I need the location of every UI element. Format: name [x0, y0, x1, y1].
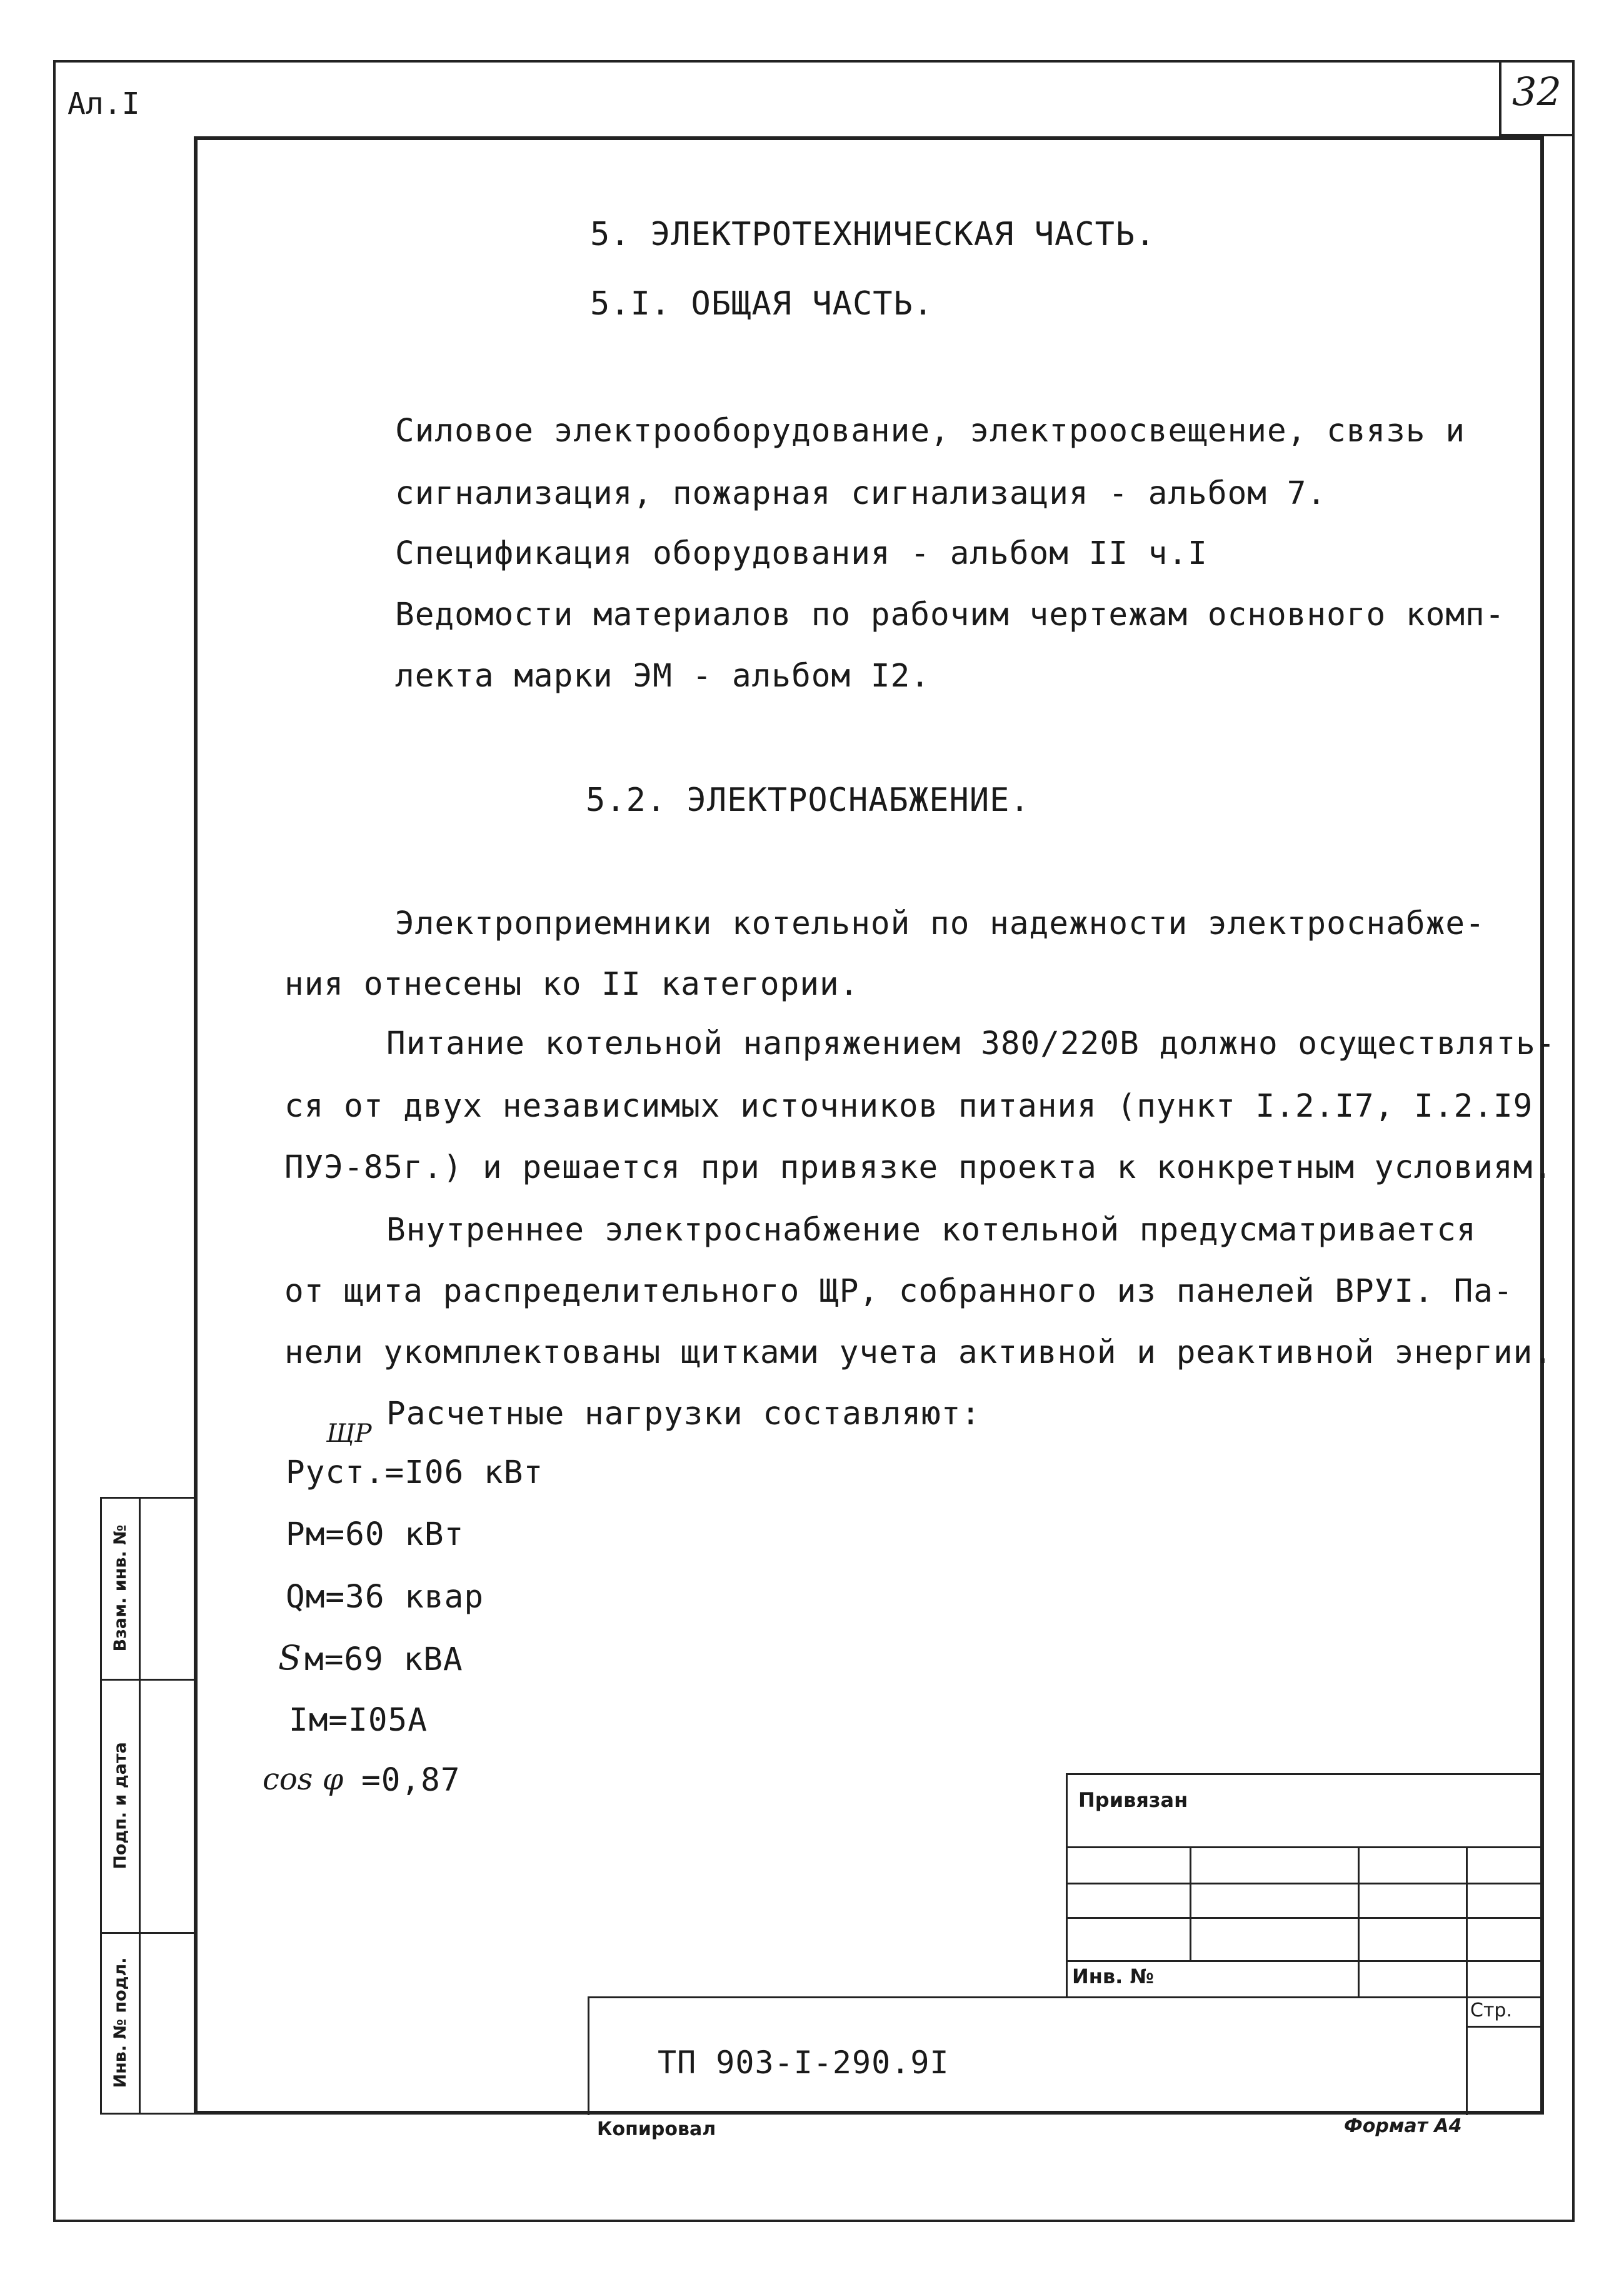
side-stamp-divider — [139, 1497, 141, 2115]
title-block-line — [1066, 1960, 1542, 1962]
supply-line: Электроприемники котельной по надежности электроснабже- — [395, 905, 1485, 942]
page-number: 32 — [1512, 69, 1561, 114]
title-block-line — [1066, 1846, 1542, 1848]
load-s-max: м=69 кВА — [304, 1641, 463, 1678]
supply-line: нели укомплектованы щитками учета активной и реактивной энергии. — [284, 1334, 1553, 1371]
title-block-line — [1066, 1773, 1542, 1775]
sheet-label: Ал.I — [68, 86, 140, 121]
title-block-line — [1066, 1883, 1542, 1884]
subsection-supply-title: 5.2. ЭЛЕКТРОСНАБЖЕНИЕ. — [586, 782, 1030, 819]
title-block-line — [1066, 1773, 1068, 1998]
document-code: ТП 903-I-290.9I — [658, 2045, 950, 2081]
intro-line: Спецификация оборудования - альбом II ч.I — [395, 535, 1208, 572]
intro-line: сигнализация, пожарная сигнализация - альбом 7. — [395, 475, 1327, 512]
right-strip — [1541, 136, 1576, 2115]
section-title: 5. ЭЛЕКТРОТЕХНИЧЕСКАЯ ЧАСТЬ. — [590, 216, 1156, 253]
intro-line: Силовое электрооборудование, электроосвещение, связь и — [395, 413, 1466, 450]
title-block-line — [588, 1996, 589, 2115]
side-stamp-inv-sub-label: Взам. инв. № — [111, 1524, 130, 1652]
side-stamp-inv-orig-label: Инв. № подл. — [111, 1957, 130, 2088]
load-i-max: Iм=I05А — [289, 1702, 428, 1739]
title-block-line — [1466, 2026, 1542, 2028]
title-block-line — [588, 1996, 1542, 1998]
load-cos-value: =0,87 — [361, 1762, 461, 1799]
supply-line: Расчетные нагрузки составляют: — [386, 1396, 981, 1432]
copied-by-label: Копировал — [597, 2118, 716, 2140]
load-s-symbol: S — [278, 1638, 301, 1678]
title-block-line — [1066, 1917, 1542, 1919]
supply-line: от щита распределительного ЩР, собранного из панелей ВРУI. Па- — [284, 1273, 1513, 1310]
supply-line: Внутреннее электроснабжение котельной предусматривается — [386, 1212, 1476, 1249]
load-p-max: Рм=60 кВт — [286, 1516, 464, 1553]
load-q-max: Qм=36 квар — [286, 1579, 484, 1616]
supply-line: ся от двух независимых источников питания (пункт I.2.I7, I.2.I9 — [284, 1088, 1533, 1125]
load-cos-symbol: cos φ — [263, 1762, 344, 1797]
title-block-line — [1190, 1846, 1191, 1960]
load-superscript: ЩР — [326, 1419, 372, 1448]
subsection-general-title: 5.I. ОБЩАЯ ЧАСТЬ. — [590, 285, 934, 323]
page-label: Стр. — [1470, 2000, 1513, 2021]
supply-line: ния отнесены ко II категории. — [284, 966, 860, 1003]
inv-no-label: Инв. № — [1072, 1965, 1154, 1988]
title-block-line — [1358, 1846, 1360, 1996]
side-stamp-sign-date-label: Подп. и дата — [111, 1742, 130, 1869]
title-block-line — [1466, 1846, 1468, 2115]
supply-line: Питание котельной напряжением 380/220В должно осуществлять- — [386, 1025, 1556, 1062]
supply-line: ПУЭ-85г.) и решается при привязке проекта к конкретным условиям. — [284, 1149, 1553, 1186]
intro-line: Ведомости материалов по рабочим чертежам основного комп- — [395, 596, 1505, 633]
intro-line: лекта марки ЭМ - альбом I2. — [395, 658, 931, 695]
bound-label: Привязан — [1078, 1788, 1188, 1812]
format-label: Формат А4 — [1344, 2115, 1462, 2137]
load-p-install: Руст.=I06 кВт — [286, 1454, 544, 1491]
